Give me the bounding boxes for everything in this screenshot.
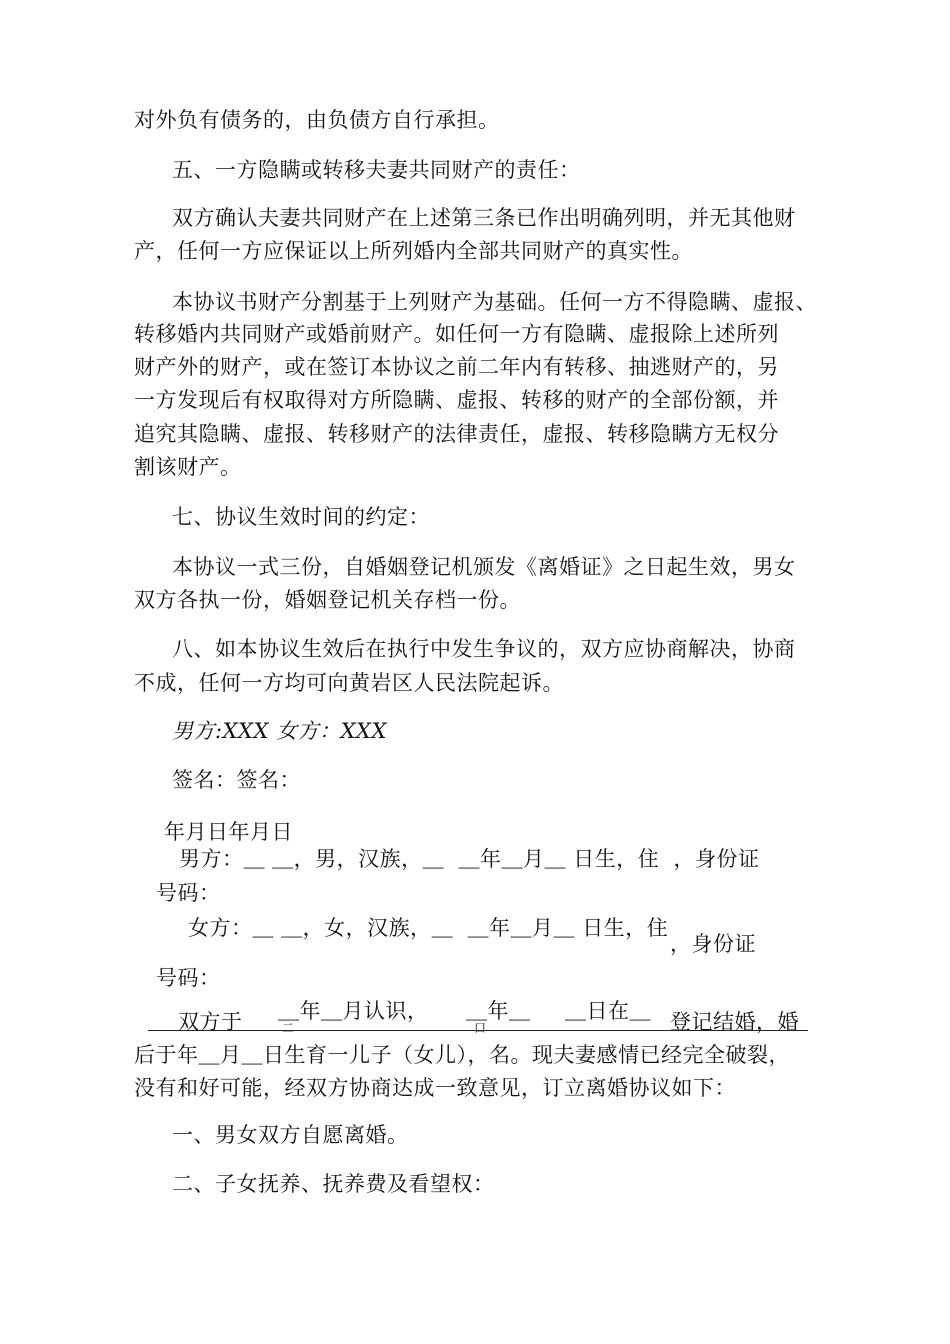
paragraph-line: 割该财产。 [134, 455, 242, 479]
id-number-label: 号码： [156, 966, 221, 990]
paragraph-line: 不成，任何一方均可向黄岩区人民法院起诉。 [134, 671, 564, 695]
marriage-line-fragment: 二 [282, 1021, 295, 1035]
paragraph-line: 转移婚内共同财产或婚前财产。如任何一方有隐瞒、虚报除上述所列 [134, 322, 779, 346]
id-card-label: ，身份证 [670, 932, 756, 956]
signature-labels: 签名：签名： [172, 768, 301, 792]
paragraph-line: 后于年＿月＿日生育一儿子（女儿），名。现夫妻感情已经完全破裂， [134, 1043, 790, 1067]
marriage-line-part: ＿年＿ [466, 999, 531, 1023]
paragraph-line: 本协议书财产分割基于上列财产为基础。任何一方不得隐瞒、虚报、 [172, 290, 817, 314]
marriage-line-part: 双方于 [178, 1010, 243, 1034]
id-number-label: 号码： [156, 881, 221, 905]
section-heading-5: 五、一方隐瞒或转移夫妻共同财产的责任： [172, 158, 581, 182]
party-names: 男方:XXX 女方：XXX [172, 719, 387, 743]
clause-2-heading: 二、子女抚养、抚养费及看望权： [172, 1172, 495, 1196]
clause-1: 一、男女双方自愿离婚。 [172, 1123, 409, 1147]
paragraph-line: 双方各执一份，婚姻登记机关存档一份。 [134, 588, 521, 612]
paragraph-line: 一方发现后有权取得对方所隐瞒、虚报、转移的财产的全部份额，并 [134, 388, 779, 412]
paragraph-line: 财产外的财产，或在签订本协议之前二年内有转移、抽逃财产的，另 [134, 355, 779, 379]
marriage-line-part: 登记结婚，婚 [670, 1010, 799, 1034]
date-labels: 年月日年月日 [164, 820, 293, 844]
underline-rule [148, 1030, 808, 1031]
paragraph-line: 产，任何一方应保证以上所列婚内全部共同财产的真实性。 [134, 239, 693, 263]
wife-info-line: 女方：＿ ＿，女，汉族，＿ ＿年＿月＿ 日生，住 [188, 916, 669, 940]
husband-info-line: 男方：＿ ＿，男，汉族，＿ ＿年＿月＿ 日生，住 ，身份证 [179, 847, 760, 871]
paragraph-line: 本协议一式三份，自婚姻登记机颁发《离婚证》之日起生效，男女 [172, 555, 796, 579]
section-heading-8: 八、如本协议生效后在执行中发生争议的，双方应协商解决，协商 [172, 637, 796, 661]
paragraph-line: 没有和好可能，经双方协商达成一致意见，订立离婚协议如下： [134, 1076, 736, 1100]
marriage-line-fragment: 口 [474, 1021, 487, 1035]
paragraph-line: 双方确认夫妻共同财产在上述第三条已作出明确列明，并无其他财 [172, 206, 796, 230]
paragraph-line: 追究其隐瞒、虚报、转移财产的法律责任，虚报、转移隐瞒方无权分 [134, 422, 779, 446]
marriage-line-part: ＿年＿月认识， [278, 999, 429, 1023]
marriage-line-part: ＿日在＿ [565, 999, 651, 1023]
paragraph-line: 对外负有债务的，由负债方自行承担。 [134, 108, 500, 132]
section-heading-7: 七、协议生效时间的约定： [172, 505, 430, 529]
